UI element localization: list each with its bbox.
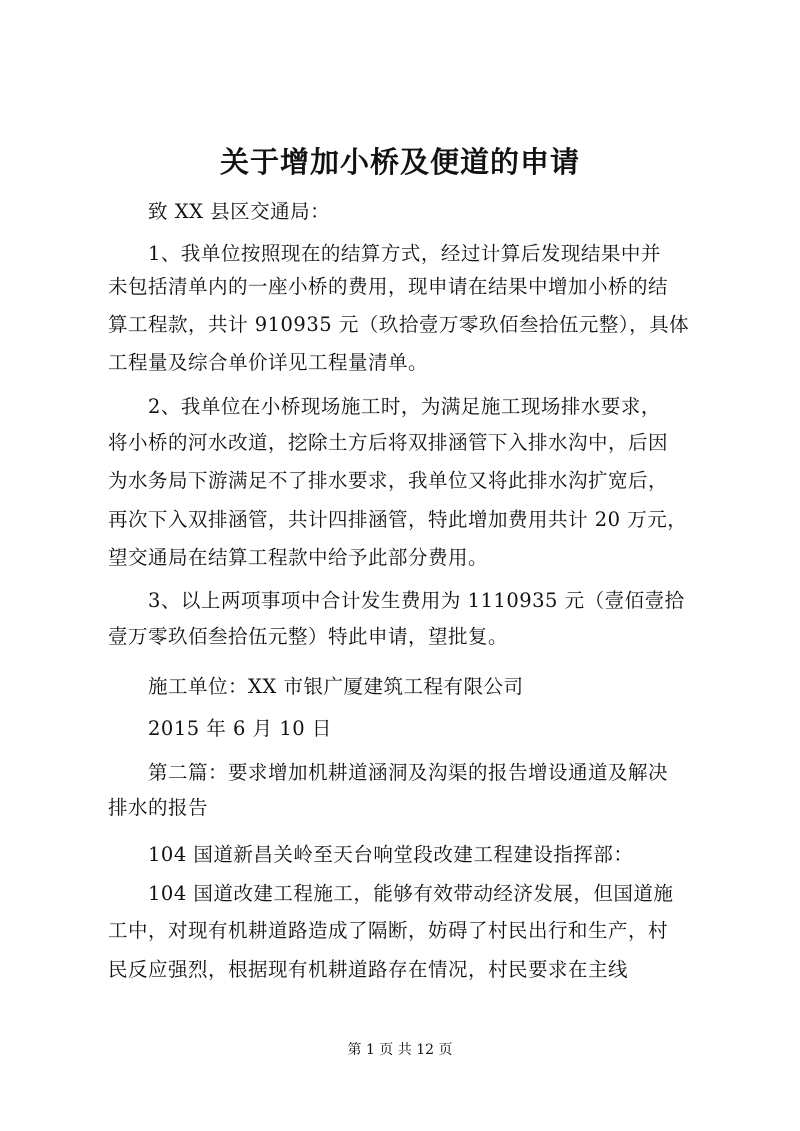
body-line: 2、我单位在小桥现场施工时，为满足施工现场排水要求， <box>148 395 661 418</box>
body-line: 民反应强烈，根据现有机耕道路存在情况，村民要求在主线 <box>108 958 629 981</box>
document-title: 关于增加小桥及便道的申请 <box>219 145 580 179</box>
section-heading-line: 排水的报告 <box>108 796 209 819</box>
body-line: 104 国道改建工程施工，能够有效带动经济发展，但国道施 <box>148 882 674 905</box>
body-line: 再次下入双排涵管，共计四排涵管，特此增加费用共计 20 万元， <box>108 508 688 531</box>
body-line: 将小桥的河水改道，挖除土方后将双排涵管下入排水沟中，后因 <box>108 431 669 454</box>
body-line: 为水务局下游满足不了排水要求，我单位又将此排水沟扩宽后， <box>108 469 669 492</box>
body-line: 算工程款，共计 910935 元（玖拾壹万零玖佰叁拾伍元整），具体 <box>108 313 690 336</box>
body-line: 壹万零玖佰叁拾伍元整）特此申请，望批复。 <box>108 625 509 648</box>
body-line: 致 XX 县区交通局： <box>148 200 331 223</box>
date-line: 2015 年 6 月 10 日 <box>148 717 332 740</box>
body-line: 1、我单位按照现在的结算方式，经过计算后发现结果中并 <box>148 242 661 265</box>
body-line: 104 国道新昌关岭至天台响堂段改建工程建设指挥部： <box>148 843 634 866</box>
section-heading-line: 第二篇：要求增加机耕道涵洞及沟渠的报告增设通道及解决 <box>148 761 669 784</box>
page-number: 第 1 页 共 12 页 <box>347 1042 453 1058</box>
body-line: 施工单位：XX 市银广厦建筑工程有限公司 <box>148 675 524 698</box>
body-line: 工程量及综合单价详见工程量清单。 <box>108 351 429 374</box>
body-line: 工中，对现有机耕道路造成了隔断，妨碍了村民出行和生产，村 <box>108 919 669 942</box>
body-line: 望交通局在结算工程款中给予此部分费用。 <box>108 546 489 569</box>
body-line: 未包括清单内的一座小桥的费用，现申请在结果中增加小桥的结 <box>108 275 669 298</box>
body-line: 3、以上两项事项中合计发生费用为 1110935 元（壹佰壹拾 <box>148 589 685 612</box>
